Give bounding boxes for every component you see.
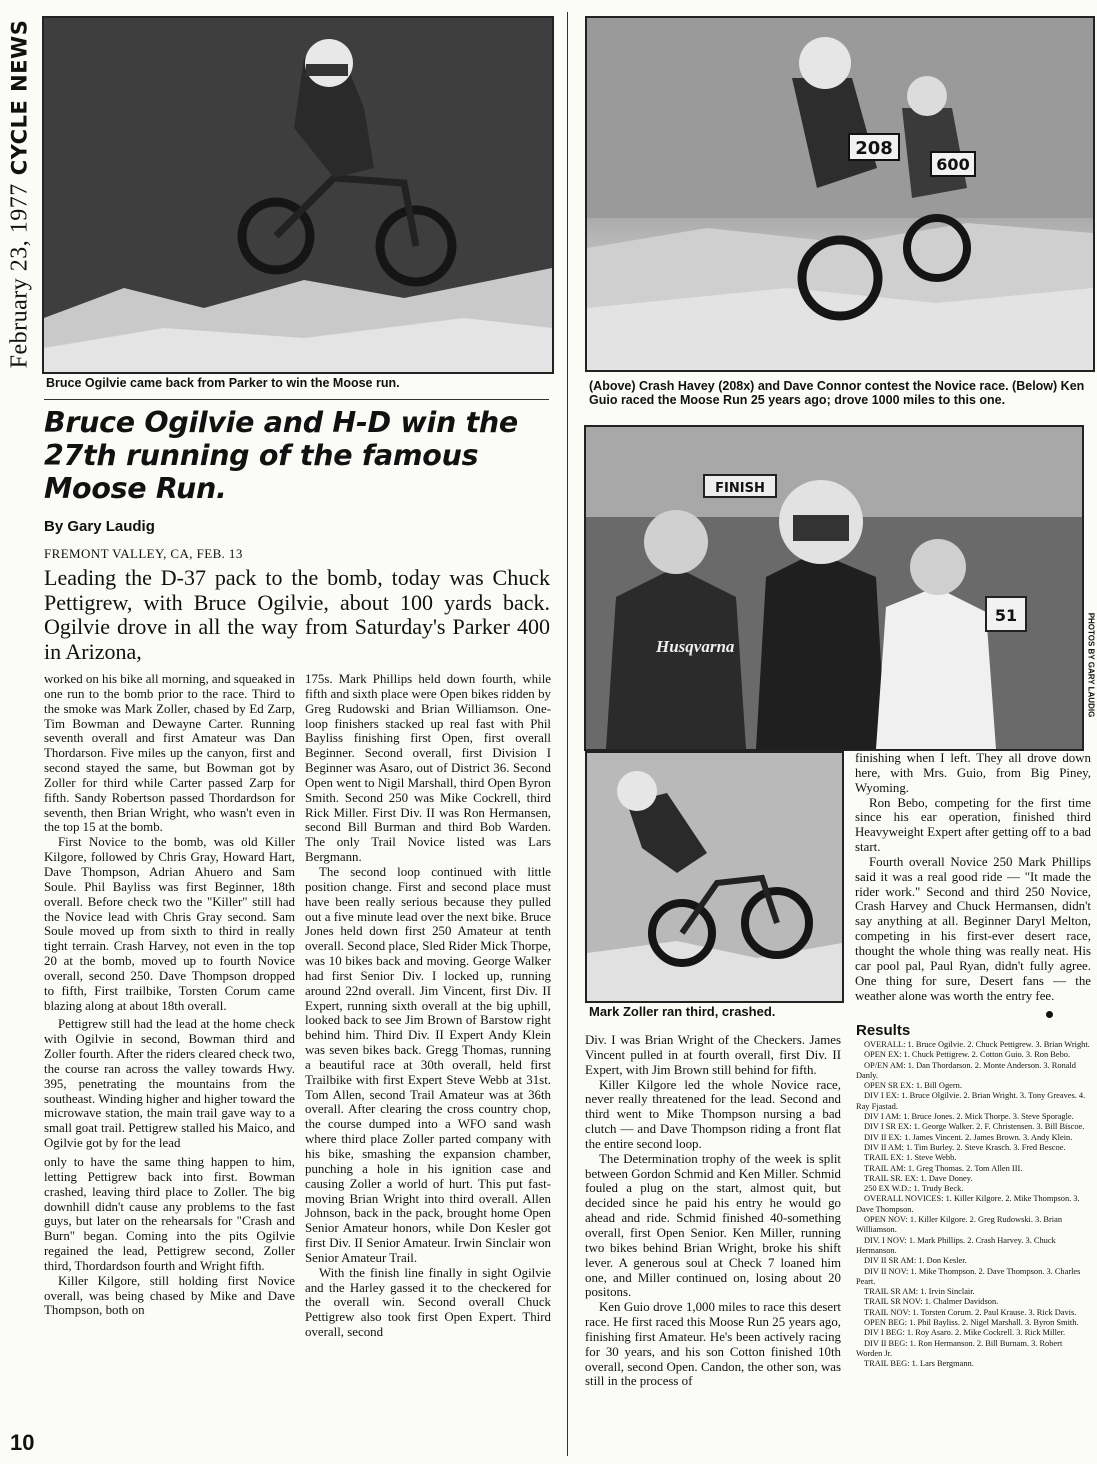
- results-line: OPEN BEG: 1. Phil Bayliss. 2. Nigel Marshall. 3. Byron Smith.: [864, 1318, 1079, 1328]
- results-line: DIV. I NOV: 1. Mark Phillips. 2. Crash Harvey. 3. Chuck Hermanson.: [856, 1235, 1056, 1255]
- article-column-4: [855, 751, 1091, 1021]
- results-line: OP/EN AM: 1. Dan Thordarson. 2. Monte Anderson. 3. Ronald Danly.: [856, 1060, 1076, 1080]
- col1-paragraph: only to have the same thing happen to him, letting Pettigrew back into first. Bowman crashed, leaving third place to Zoller. The big downhill didn't cause any problems to the fast guys, but later on the rehearsals for "Crash and Burn" began. Coming into the pits Ogilvie regained the lead, Pettigrew second, Zoller third, Thordardson fourth and Wright fifth.: [44, 1155, 295, 1273]
- finish-sign: FINISH: [715, 481, 765, 496]
- zoller-photo-image: [587, 753, 842, 1001]
- col2-paragraph: With the finish line finally in sight Ogilvie and the Harley gassed it to the checkered for the overall win. Second overall Chuck Pettigrew also took first Open Expert. Third overall, second: [305, 1265, 551, 1340]
- photo-ogilvie: [42, 16, 554, 374]
- photo-zoller-caption: Mark Zoller ran third, crashed.: [589, 1004, 776, 1019]
- photo-finish: [584, 425, 1084, 751]
- results-line: DIV I BEG: 1. Roy Asaro. 2. Mike Cockrell. 3. Rick Miller.: [864, 1328, 1066, 1338]
- col3-paragraph: Killer Kilgore led the whole Novice race, never really threatened for the lead. Second and third went to Mike Thompson nursing a bad clutch — and Dave Thompson riding a front flat the entire second loop.: [585, 1077, 841, 1151]
- results-line: TRAIL AM: 1. Greg Thomas. 2. Tom Allen III.: [864, 1163, 1023, 1173]
- col4-paragraph: finishing when I left. They all drove down here, with Mrs. Guio, from Big Piney, Wyoming.: [855, 751, 1091, 795]
- results-line: OPEN EX: 1. Chuck Pettigrew. 2. Cotton Guio. 3. Ron Bebo.: [864, 1050, 1071, 1060]
- col2-paragraph: The second loop continued with little position change. First and second place must have been really serious because they pulled out a five minute lead over the next bike. Bruce Jones held down first 250 Amateur at tenth overall. Second place, Sled Rider Mick Thorpe, was 10 bikes back and moving. George Walker had first Senior Div. I locked up, running around 22nd overall. Jim Vincent, first Div. II Expert, running sixth overall at the big uphill, looked back to see Jim Brown of Barstow right behind him. Third Div. II Expert Andy Klein was seven bikes back. Gregg Thomas, running a beautiful race at 30th overall, held first Trailbike with first Expert Steve Webb at 31st. Tom Allen, second Trail Amateur was at 36th overall. After clearing the cross country chop, the course dumped into a WFO sand wash where third place Zoller parted company with his bike, smashing the expansion chamber, punching a hole in his ignition case and causing Zoller a world of hurt. This put fast-moving Brian Wright into third overall. Allen Johnson, back in the pack, brought home Open Senior Amateur honors, while Don Kesler got first Div. II Senior Amateur. Irwin Sinclair won Senior Amateur Trail.: [305, 864, 551, 1265]
- dateline: FREMONT VALLEY, CA, FEB. 13: [44, 546, 243, 561]
- masthead: [0, 14, 40, 374]
- results-line: DIV II NOV: 1. Mike Thompson. 2. Dave Thompson. 3. Charles Peart.: [856, 1266, 1081, 1286]
- results-line: TRAIL EX: 1. Steve Webb.: [864, 1153, 957, 1163]
- results-line: DIV II SR AM: 1. Don Kesler.: [864, 1256, 967, 1266]
- results-title: Results: [856, 1022, 911, 1039]
- results-line: TRAIL SR. EX: 1. Dave Doney.: [864, 1173, 973, 1183]
- results-line: TRAIL SR NOV: 1. Chalmer Davidson.: [864, 1297, 999, 1307]
- ogilvie-photo-image: [44, 18, 552, 372]
- results-line: OPEN SR EX: 1. Bill Ogern.: [864, 1081, 962, 1091]
- results-line: TRAIL SR AM: 1. Irvin Sinclair.: [864, 1287, 975, 1297]
- results-line: OVERALL NOVICES: 1. Killer Kilgore. 2. Mike Thompson. 3. Dave Thompson.: [856, 1194, 1080, 1214]
- headline: Bruce Ogilvie and H-D win the 27th running of the famous Moose Run.: [44, 406, 518, 505]
- column-divider-main: [567, 12, 568, 1456]
- photo-ogilvie-caption: Bruce Ogilvie came back from Parker to win the Moose run.: [46, 376, 400, 390]
- headline-rule: [44, 399, 549, 400]
- results-line: DIV I EX: 1. Bruce Olgilvie. 2. Brian Wright. 3. Tony Greaves. 4. Ray Fjastad.: [856, 1091, 1086, 1111]
- results-line: DIV I AM: 1. Bruce Jones. 2. Mick Thorpe. 3. Steve Sporagle.: [864, 1112, 1074, 1122]
- plate-51: 51: [994, 606, 1018, 625]
- plate-208: 208: [855, 138, 893, 159]
- page-number: 10: [10, 1430, 35, 1455]
- col4-paragraph: Ron Bebo, competing for the first time since his ear operation, finished third Heavyweight Expert after getting off to a bad start.: [855, 795, 1091, 855]
- col3-paragraph: Div. I was Brian Wright of the Checkers. James Vincent pulled in at fourth overall, first Div. II Expert, with Jim Brown still behind for fifth.: [585, 1033, 841, 1077]
- results-line: TRAIL BEG: 1. Lars Bergmann.: [864, 1359, 974, 1369]
- results-line: DIV II EX: 1. James Vincent. 2. James Brown. 3. Andy Klein.: [864, 1132, 1073, 1142]
- byline: By Gary Laudig: [44, 518, 155, 535]
- end-bullet-icon: [1046, 1011, 1053, 1018]
- article-column-1: [44, 672, 295, 1456]
- results-list: [856, 1040, 1090, 1456]
- article-column-2: [305, 672, 551, 1456]
- photo-credit-text: PHOTOS BY GARY LAUDIG: [1086, 612, 1096, 718]
- novice-race-photo-image: [587, 18, 1093, 370]
- col1-paragraph: Killer Kilgore, still holding first Novice overall, was being chased by Mike and Dave Thompson, both on: [44, 1273, 295, 1318]
- issue-date: February 23, 1977: [6, 183, 33, 369]
- photo-credit: [1083, 590, 1097, 740]
- col3-paragraph: The Determination trophy of the week is split between Gordon Schmid and Ken Miller. Schmid fouled a plug on the start, almost quit, but decided since he paid his entry he would go ahead and ride. Schmid finished 40-something overall, first Open Senior. Ken Miller, running two bikes behind Brian Wright, broke his shift lever. A generous soul at Check 7 loaned him one, and Miller continued on, losing about 20 positons.: [585, 1151, 841, 1300]
- publication-name: CYCLE NEWS: [7, 19, 32, 176]
- article-column-3: [585, 1033, 841, 1456]
- col1-paragraph: First Novice to the bomb, was old Killer Kilgore, followed by Chris Gray, Howard Hart, Dave Thompson, Adrian Ahuero and Sam Soule. Phil Bayliss was first Beginner, 18th overall. Before check two the "Killer" still had the Novice lead with Chris Gray second. Sam Soule moved up from sixth to third in really tight terrain. Crash Harvey, not even in the top 20 at the bomb, moved up to fourth Novice overall, second 250. Dave Thompson dropped to fifth, First trailbike, Torsten Corum came blazing along at about 18th overall.: [44, 835, 295, 1013]
- results-line: TRAIL NOV: 1. Torsten Corum. 2. Paul Krause. 3. Rick Davis.: [864, 1307, 1077, 1317]
- col2-paragraph: 175s. Mark Phillips held down fourth, while fifth and sixth place were Open bikes ridden by Greg Rudowski and Brian Williamson. One-loop finishers stacked up real fast with Phil Bayliss finishing first Open, first overall Beginner. Second overall, first Division I Beginner was Asaro, out of District 36. Second Open went to Nigil Marshall, third Open Byron Smith. Second 250 was Mike Cockrell, third Rick Miller. First Div. II was Ron Hermansen, second Bill Burman and third Bob Warden. The only Trail Novice listed was Lars Bergmann.: [305, 672, 551, 865]
- results-line: DIV II AM: 1. Tim Burley. 2. Steve Krasch. 3. Fred Bescoe.: [864, 1142, 1066, 1152]
- results-line: DIV I SR EX: 1. George Walker. 2. F. Christensen. 3. Bill Biscoe.: [864, 1122, 1085, 1132]
- col4-paragraph: Fourth overall Novice 250 Mark Phillips said it was a real good ride — "It made the rider work." Second and third 250 Novice, Crash Harvey and Chuck Hermansen, didn't say anything at all. Beginner Daryl Melton, competing in his first-ever desert race, thought the whole thing was really neat. His car pool pal, Paul Ryan, didn't fully agree. One thing for sure, Desert fans — the weather alone was worth the entry fee.: [855, 854, 1091, 1003]
- jersey-text: Husqvarna: [656, 637, 735, 656]
- col1-paragraph: Pettigrew still had the lead at the home check with Ogilvie in second, Bowman third and Zoller fourth. After the riders cleared check two, the course ran across the valley towards Hwy. 395, penetrating the mountains from the southeast. Winding higher and higher toward the microwave station, the main trail gave way to a small goat trail. Pettigrew stalled his Maico, and Ogilvie got by for the lead: [44, 1017, 295, 1151]
- lede-paragraph: Leading the D-37 pack to the bomb, today was Chuck Pettigrew, with Bruce Ogilvie, about 100 yards back. Ogilvie drove in all the way from Saturday's Parker 400 in Arizona,: [44, 565, 550, 664]
- finish-photo-image: [586, 427, 1082, 749]
- results-line: OVERALL: 1. Bruce Ogilvie. 2. Chuck Pettigrew. 3. Brian Wright.: [864, 1040, 1090, 1049]
- col1-paragraph: worked on his bike all morning, and squeaked in one run to the bomb prior to the race. Third to the smoke was Mark Zoller, chased by Ed Zarp, Tim Bowman and Dewayne Carter. Running seventh overall and first Amateur was Dan Thordarson. Five miles up the canyon, first and second stayed the same, but Bowman got by Zoller for third while Carter passed Zarp for fifth. Sandy Robertson passed Thordardson for seventh, then Brian Wright, who wasn't even in the top 15 at the bomb.: [44, 672, 295, 835]
- photo-novice-race: [585, 16, 1095, 372]
- plate-600: 600: [936, 155, 970, 174]
- photo-novice-caption: (Above) Crash Havey (208x) and Dave Connor contest the Novice race. (Below) Ken Guio raced the Moose Run 25 years ago; drove 1000 miles to this one.: [589, 379, 1085, 407]
- results-line: DIV II BEG: 1. Ron Hermanson. 2. Bill Burnam. 3. Robert Worden Jr.: [856, 1338, 1063, 1358]
- results-line: 250 EX W.D.: 1. Trudy Beck.: [864, 1184, 964, 1194]
- results-line: OPEN NOV: 1. Killer Kilgore. 2. Greg Rudowski. 3. Brian Williamson.: [856, 1215, 1063, 1235]
- photo-zoller: [585, 751, 844, 1003]
- col3-paragraph: Ken Guio drove 1,000 miles to race this desert race. He first raced this Moose Run 25 years ago, finishing first Amateur. He's been actively racing for 30 years, and his son Cotton finished 10th overall, second Open. Candon, the other son, was still in the process of: [585, 1300, 841, 1389]
